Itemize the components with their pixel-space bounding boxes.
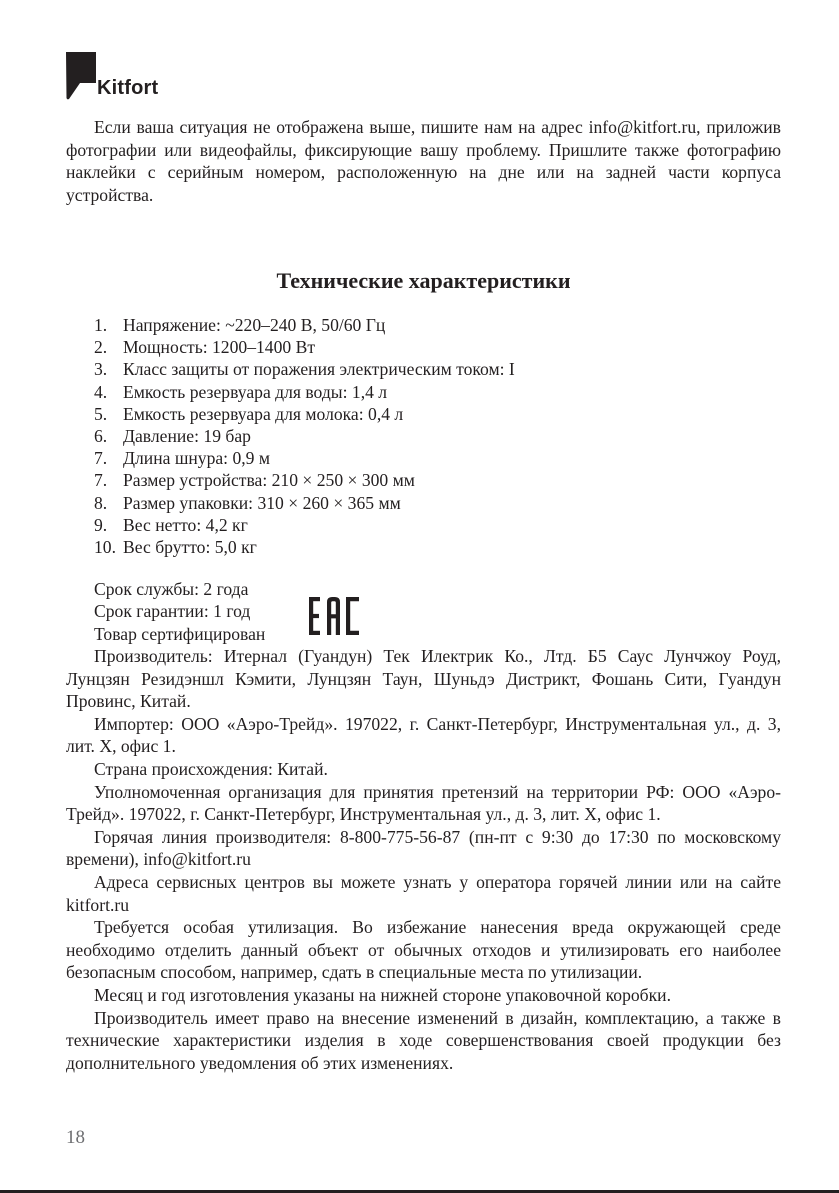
spec-text: Напряжение: ~220–240 В, 50/60 Гц [123, 315, 386, 335]
spec-text: Длина шнура: 0,9 м [123, 448, 270, 469]
spec-number: 5. [94, 403, 108, 424]
spec-item [94, 469, 515, 491]
spec-text: Вес брутто: 5,0 кг [123, 537, 257, 558]
warranty-period: Срок гарантии: 1 год [94, 601, 251, 622]
spec-number: 4. [94, 381, 108, 402]
spec-item [94, 314, 515, 336]
spec-number: 2. [94, 337, 108, 358]
spec-item [94, 403, 515, 425]
spec-number: 9. [94, 514, 108, 535]
spec-number: 10. [94, 537, 116, 558]
kitfort-logo [66, 50, 158, 100]
spec-item [94, 381, 515, 403]
hotline-text: Горячая линия производителя: 8-800-775-56-87 (пн-пт с 9:30 до 17:30 по московскому времени), info@kitfort.ru [66, 826, 781, 870]
kitfort-logo-icon [66, 52, 96, 100]
spec-item [94, 536, 515, 558]
intro-text: Если ваша ситуация не отображена выше, пишите нам на адрес info@kitfort.ru, приложив фотографии или видеофайлы, фиксирующие вашу проблему. Пришлите также фотографию наклейки с серийным номером, расположенную на дне или на задней части корпуса устройства. [66, 117, 781, 205]
claims-organization-text: Уполномоченная организация для принятия претензий на территории РФ: ООО «Аэро-Трейд». 197022, г. Санкт-Петербург, Инструментальная ул., д. 3, лит. Х, офис 1. [66, 781, 781, 825]
disposal-text: Требуется особая утилизация. Во избежание нанесения вреда окружающей среде необходимо отделить данный объект от обычных отходов и утилизировать его наиболее безопасным способом, например, сдать в специальные места по утилизации. [66, 917, 781, 983]
spec-text: Емкость резервуара для воды: 1,4 л [123, 381, 388, 402]
changes-notice-text: Производитель имеет право на внесение изменений в дизайн, комплектацию, а также в технические характеристики изделия в ходе совершенствования своей продукции без дополнительного уведомления об этих изменениях. [66, 1007, 781, 1073]
certification-text: Товар сертифицирован [94, 623, 266, 644]
spec-item [94, 358, 515, 380]
spec-text: Вес нетто: 4,2 кг [123, 514, 248, 535]
spec-text: Размер устройства: 210 × 250 × 300 мм [123, 470, 415, 491]
eac-certification-icon [308, 596, 360, 636]
spec-text: Емкость резервуара для молока: 0,4 л [123, 403, 404, 424]
spec-item [94, 492, 515, 514]
brand-name: Kitfort [97, 77, 159, 99]
manufacture-date-text: Месяц и год изготовления указаны на нижней стороне упаковочной коробки. [94, 984, 671, 1005]
spec-number: 3. [94, 359, 108, 380]
spec-number: 8. [94, 492, 108, 513]
page-number: 18 [66, 1127, 85, 1148]
specs-title: Технические характеристики [276, 268, 571, 293]
origin-country-text: Страна происхождения: Китай. [94, 758, 328, 779]
spec-text: Размер упаковки: 310 × 260 × 365 мм [123, 492, 401, 513]
service-info [94, 578, 265, 645]
spec-number: 6. [94, 426, 108, 447]
spec-item [94, 447, 515, 469]
service-centers-text: Адреса сервисных центров вы можете узнать у оператора горячей линии или на сайте kitfort.ru [66, 871, 781, 915]
importer-text: Импортер: ООО «Аэро-Трейд». 197022, г. Санкт-Петербург, Инструментальная ул., д. 3, лит. Х, офис 1. [66, 713, 781, 757]
spec-item [94, 336, 515, 358]
spec-text: Класс защиты от поражения электрическим током: I [123, 359, 515, 380]
spec-number: 1. [94, 315, 108, 335]
service-life: Срок службы: 2 года [94, 579, 249, 599]
manufacturer-info [66, 645, 781, 1074]
spec-item [94, 425, 515, 447]
spec-item [94, 514, 515, 536]
contact-paragraph [66, 116, 781, 206]
spec-number: 7. [94, 470, 108, 491]
manufacturer-text: Производитель: Итернал (Гуандун) Тек Илектрик Ко., Лтд. Б5 Саус Лунчжоу Роуд, Лунцзян Резидэншл Кэмити, Лунцзян Таун, Шуньдэ Дистрикт, Фошань Сити, Гуандун Провинс, Китай. [66, 646, 781, 712]
spec-text: Давление: 19 бар [123, 426, 251, 447]
specs-list [94, 314, 515, 558]
spec-text: Мощность: 1200–1400 Вт [123, 337, 316, 358]
spec-number: 7. [94, 448, 108, 469]
